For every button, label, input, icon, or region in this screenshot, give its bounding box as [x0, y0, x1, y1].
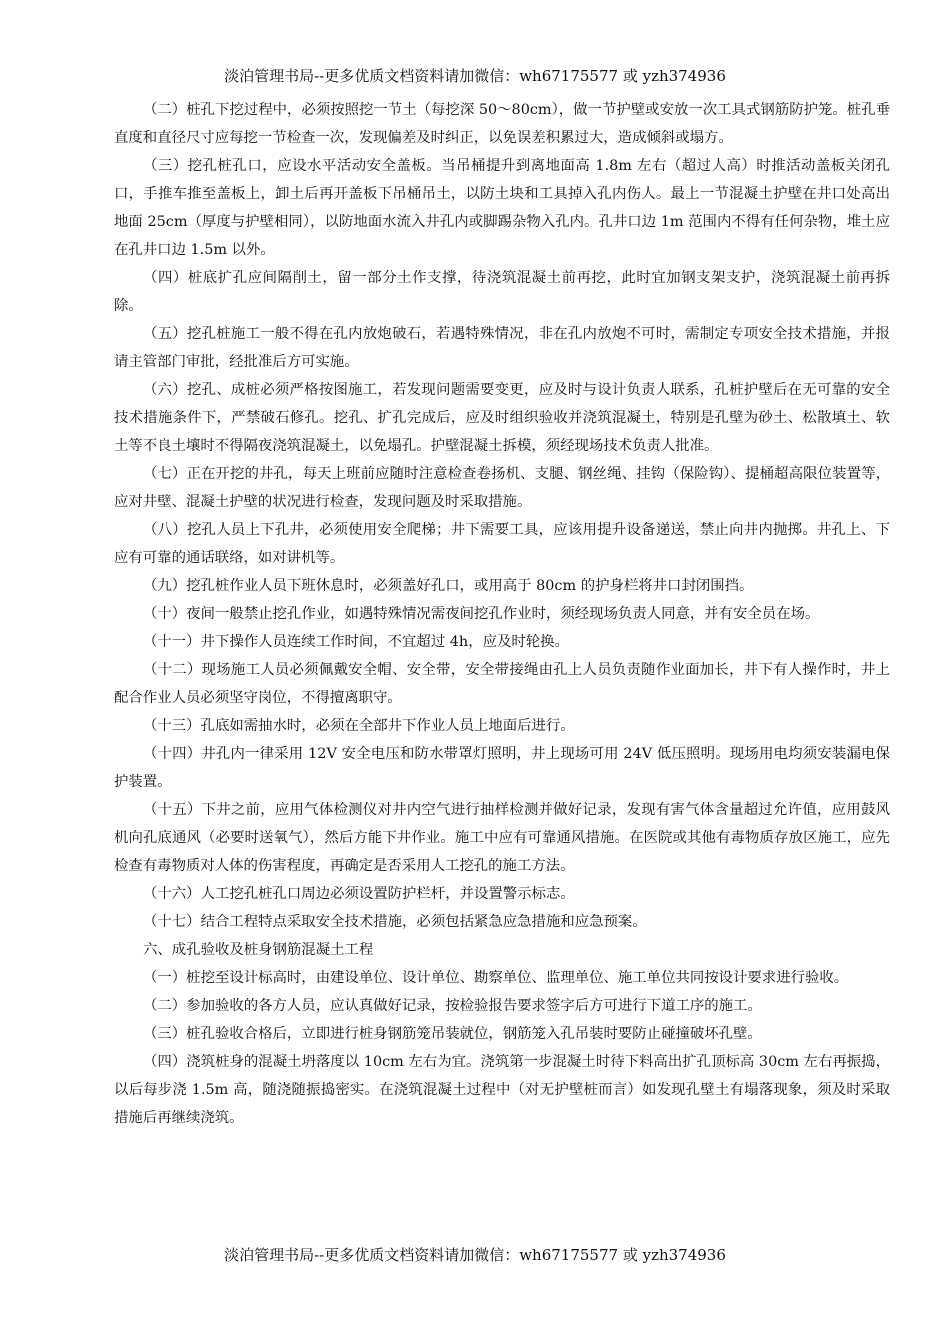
paragraph-s6-2-records: （二）参加验收的各方人员，应认真做好记录，按检验报告要求签字后方可进行下道工序的施工。 [143, 998, 762, 1014]
paragraph-15-gas-detection: （十五）下井之前，应用气体检测仪对井内空气进行抽样检测并做好记录，发现有害气体含量超过允许值，应用鼓风机向孔底通风（必要时送氧气），然后方能下井作业。施工中应有可靠通风措施。在医院或其他有毒物质存放区施工，应先检查有毒物质对人体的伤害程度，再确定是否采用人工挖孔的施工方法。 [114, 802, 890, 874]
paragraph-8-ladder: （八）挖孔人员上下孔井，必须使用安全爬梯；井下需要工具，应该用提升设备递送，禁止向井内抛掷。井孔上、下应有可靠的通话联络，如对讲机等。 [114, 522, 890, 566]
paragraph-12-safety-gear: （十二）现场施工人员必须佩戴安全帽、安全带，安全带接绳由孔上人员负责随作业面加长，井下有人操作时，井上配合作业人员必须坚守岗位，不得擅离职守。 [114, 662, 890, 706]
paragraph-16-guardrail: （十六）人工挖孔桩孔口周边必须设置防护栏杆，并设置警示标志。 [143, 886, 575, 902]
paragraph-s6-4-concrete-pouring: （四）浇筑桩身的混凝土坍落度以 10cm 左右为宜。浇筑第一步混凝土时待下料高出扩孔顶标高 30cm 左右再振捣，以后每步浇 1.5m 高，随浇随振捣密实。在浇筑混凝土过程中（对无护壁桩而言）如发现孔壁土有塌落现象，须及时采取措施后再继续浇筑。 [114, 1054, 890, 1126]
paragraph-6-construction-per-drawing: （六）挖孔、成桩必须严格按图施工，若发现问题需要变更，应及时与设计负责人联系，孔桩护壁后在无可靠的安全技术措施条件下，严禁破石修孔。挖孔、扩孔完成后，应及时组织验收并浇筑混凝土，特别是孔壁为砂土、松散填土、软土等不良土壤时不得隔夜浇筑混凝土，以免塌孔。护壁混凝土拆模，须经现场技术负责人批准。 [114, 382, 890, 454]
paragraph-3-cover-plate: （三）挖孔桩孔口，应设水平活动安全盖板。当吊桶提升到离地面高 1.8m 左右（超过人高）时推活动盖板关闭孔口，手推车推至盖板上，卸土后再开盖板下吊桶吊土，以防土块和工具掉入孔内伤人。最上一节混凝土护壁在井口处高出地面 25cm（厚度与护壁相同），以防地面水流入井孔内或脚踢杂物入孔内。孔井口边 1m 范围内不得有任何杂物，堆土应在孔井口边 1.5m 以外。 [114, 158, 890, 258]
paragraph-4-bottom-expansion: （四）桩底扩孔应间隔削土，留一部分土作支撑，待浇筑混凝土前再挖，此时宜加钢支架支护，浇筑混凝土前再拆除。 [114, 270, 890, 314]
paragraph-7-daily-inspection: （七）正在开挖的井孔，每天上班前应随时注意检查卷扬机、支腿、钢丝绳、挂钩（保险钩）、提桶超高限位装置等，应对井壁、混凝土护壁的状况进行检查，发现问题及时采取措施。 [114, 466, 890, 510]
paragraph-9-cover-after-work: （九）挖孔桩作业人员下班休息时，必须盖好孔口，或用高于 80cm 的护身栏将井口封闭围挡。 [143, 578, 754, 594]
paragraph-5-blasting: （五）挖孔桩施工一般不得在孔内放炮破石，若遇特殊情况，非在孔内放炮不可时，需制定专项安全技术措施，并报请主管部门审批，经批准后方可实施。 [114, 326, 890, 370]
page-footer: 淡泊管理书局--更多优质文档资料请加微信：wh67175577 或 yzh374936 [224, 1246, 726, 1264]
paragraph-s6-1-acceptance: （一）桩挖至设计标高时，由建设单位、设计单位、勘察单位、监理单位、施工单位共同按设计要求进行验收。 [143, 970, 849, 986]
section-6-heading: 六、成孔验收及桩身钢筋混凝土工程 [143, 942, 374, 958]
paragraph-2-excavation: （二）桩孔下挖过程中，必须按照挖一节土（每挖深 50～80cm），做一节护壁或安放一次工具式钢筋防护笼。桩孔垂直度和直径尺寸应每挖一节检查一次，发现偏差及时纠正，以免误差积累过大，造成倾斜或塌方。 [114, 102, 890, 146]
document-body [114, 96, 890, 1132]
paragraph-13-pumping: （十三）孔底如需抽水时，必须在全部井下作业人员上地面后进行。 [143, 718, 575, 734]
paragraph-17-emergency-plan: （十七）结合工程特点采取安全技术措施，必须包括紧急应急措施和应急预案。 [143, 914, 647, 930]
paragraph-10-night-work: （十）夜间一般禁止挖孔作业，如遇特殊情况需夜间挖孔作业时，须经现场负责人同意，并有安全员在场。 [143, 606, 820, 622]
page-header: 淡泊管理书局--更多优质文档资料请加微信：wh67175577 或 yzh374936 [224, 67, 726, 85]
paragraph-11-work-duration: （十一）井下操作人员连续工作时间，不宜超过 4h，应及时轮换。 [143, 634, 569, 650]
paragraph-s6-3-rebar-cage: （三）桩孔验收合格后，立即进行桩身钢筋笼吊装就位，钢筋笼入孔吊装时要防止碰撞破坏孔壁。 [143, 1026, 762, 1042]
paragraph-14-lighting: （十四）井孔内一律采用 12V 安全电压和防水带罩灯照明，井上现场可用 24V 低压照明。现场用电均须安装漏电保护装置。 [114, 746, 890, 790]
